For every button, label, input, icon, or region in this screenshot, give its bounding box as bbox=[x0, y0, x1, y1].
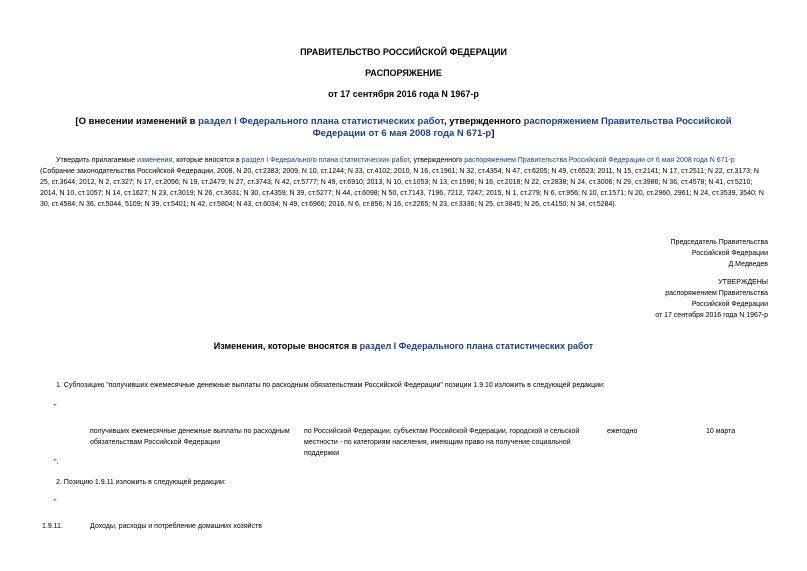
quote-open-1: " bbox=[54, 404, 57, 411]
p1-link-order[interactable]: распоряжением Правительства Российской Федерации от 6 мая 2008 года N 671-р bbox=[464, 157, 735, 164]
approval-line-2: распоряжением Правительства bbox=[665, 290, 768, 297]
p1-text-d: (Собрание законодательства Российской Федерации, 2008, N 20, ст.2383; 2009, N 10, ст.1244; N 33, ст.4102; 2010, N 16, ст.1961; N 32, ст.4354; N 47, ст.6205; N 49, ст.6523; 2011, N 15, ст.2141; N 17, ст.2511; N 22, ст.3173; N 25, ст.3644; 2012, N 2, ст.327; N 17, ст.2056; N 19, ст.2479; N 27, ст.3743; N 42, ст.5777; N 49, ст.6910; 2013, N 10, ст.1053; N 13, ст.1596; N 16, ст.2018; N 22, ст.2838; N 24, ст.3006; N 29, ст.3986; N 36, ст.4578; N 41, ст.5210; 2014, N 10, ст.1057; N 14, ст.1627; N 23, ст.3019; N 26, ст.3631; N 30, ст.4359; N 39, ст.5277; N 44, ст.6098; N 50, ст.7143, 7196, 7212, 7247; 2015, N 1, ст.279; N 6, ст.956; N 10, ст.1571; N 20, ст.2960, 2961; N 24, ст.3539, 3540; N 30, ст.4584; N 36, ст.5044, 5109; N 39, ст.5401; N 42, ст.5804; N 43, ст.6034; N 49, ст.6966; 2016, N 6, ст.856; N 16, ст.2265; N 23, ст.3336; N 25, ст.3845; N 26, ст.4150; N 34, ст.5284). bbox=[40, 168, 764, 208]
quote-close-1: ". bbox=[54, 459, 59, 466]
item-1: 1. Субпозицию "получивших ежемесячные денежные выплаты по расходным обязательствам Российской Федерации" позиции 1.9.10 изложить в следующей редакции: bbox=[56, 382, 605, 389]
p1-text-b: , которые вносятся в bbox=[172, 157, 242, 164]
title-link-order[interactable]: распоряжением Правительства Российской Федерации от 6 мая 2008 года N 671-р bbox=[312, 116, 732, 139]
row2-number: 1.9.11. bbox=[42, 523, 63, 530]
title-link-section[interactable]: раздел I Федерального плана статистических работ bbox=[198, 116, 444, 127]
item-2: 2. Позицию 1.9.11 изложить в следующей редакции: bbox=[56, 479, 226, 486]
body-paragraph bbox=[40, 155, 768, 210]
signature-line-1: Председатель Правительства bbox=[670, 239, 768, 246]
government-heading: ПРАВИТЕЛЬСТВО РОССИЙСКОЙ ФЕДЕРАЦИИ bbox=[300, 47, 507, 57]
changes-title-link[interactable]: раздел I Федерального плана статистических работ bbox=[359, 341, 594, 351]
p1-link-changes[interactable]: изменения bbox=[137, 157, 173, 164]
p1-text-a: Утвердить прилагаемые bbox=[56, 157, 138, 164]
changes-title-prefix: Изменения, которые вносятся в bbox=[213, 341, 360, 351]
row-cell-deadline: 10 марта bbox=[706, 428, 736, 435]
document-type: РАСПОРЯЖЕНИЕ bbox=[365, 68, 442, 78]
title-mid: , утвержденного bbox=[443, 116, 524, 127]
quote-open-2: " bbox=[54, 499, 57, 506]
p1-link-section[interactable]: раздел I Федерального плана статистических работ bbox=[241, 157, 410, 164]
p1-text-c: , утвержденного bbox=[409, 157, 465, 164]
approval-line-3: Российской Федерации bbox=[691, 301, 768, 308]
signature-block bbox=[500, 237, 768, 270]
document-date-number: от 17 сентября 2016 года N 1967-р bbox=[328, 89, 479, 99]
row2-text: Доходы, расходы и потребление домашних хозяйств bbox=[90, 523, 262, 530]
row-cell-scope: по Российской Федерации, субъектам Российской Федерации, городской и сельской местности - по категориям населения, имеющим право на получение социальной поддержки bbox=[304, 428, 580, 457]
row-cell-frequency: ежегодно bbox=[607, 428, 638, 435]
title-close: ] bbox=[491, 128, 495, 139]
changes-title bbox=[0, 341, 807, 351]
signature-line-3: Д.Медведев bbox=[728, 261, 768, 268]
title-open: [О внесении изменений в bbox=[75, 116, 199, 127]
row-cell-name: получивших ежемесячные денежные выплаты по расходным обязательствам Российской Федерации bbox=[90, 428, 290, 446]
document-title bbox=[50, 116, 757, 140]
approval-line-4: от 17 сентября 2016 года N 1967-р bbox=[655, 312, 768, 319]
approval-line-1: УТВЕРЖДЕНЫ bbox=[718, 279, 768, 286]
signature-line-2: Российской Федерации bbox=[691, 250, 768, 257]
approval-block bbox=[500, 277, 768, 321]
